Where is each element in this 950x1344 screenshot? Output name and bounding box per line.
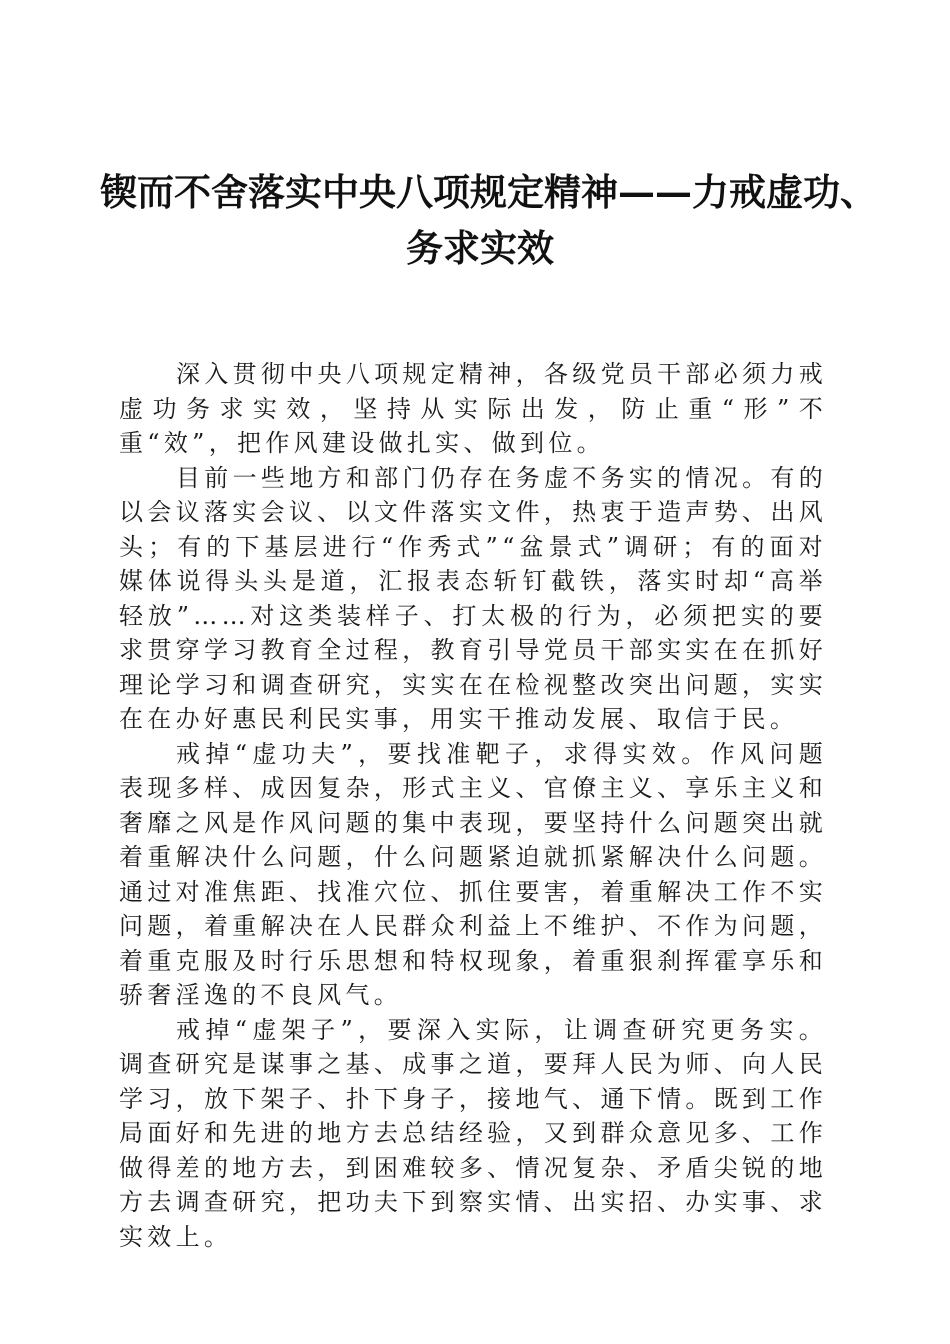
title-line-2: 务求实效 bbox=[406, 226, 554, 270]
paragraph-2: 目前一些地方和部门仍存在务虚不务实的情况。有的以会议落实会议、以文件落实文件，热衷于造声势、出风头；有的下基层进行“作秀式”“盆景式”调研；有的面对媒体说得头头是道，汇报表态斩钉截铁，落实时却“高举轻放”……对这类装样子、打太极的行为，必须把实的要求贯穿学习教育全过程，教育引导党员干部实实在在抓好理论学习和调查研究，实实在在检视整改突出问题，实实在在办好惠民利民实事，用实干推动发展、取信于民。 bbox=[119, 463, 827, 733]
paragraph-4: 戒掉“虚架子”，要深入实际，让调查研究更务实。调查研究是谋事之基、成事之道，要拜人民为师、向人民学习，放下架子、扑下身子，接地气、通下情。既到工作局面好和先进的地方去总结经验，又到群众意见多、工作做得差的地方去，到困难较多、情况复杂、矛盾尖锐的地方去调查研究，把功夫下到察实情、出实招、办实事、求实效上。 bbox=[119, 1015, 827, 1251]
document-body bbox=[119, 357, 827, 1254]
document-title bbox=[100, 164, 877, 276]
paragraph-1: 深入贯彻中央八项规定精神，各级党员干部必须力戒虚功务求实效，坚持从实际出发，防止重“形”不重“效”，把作风建设做扎实、做到位。 bbox=[119, 360, 827, 457]
title-line-1: 锲而不舍落实中央八项规定精神——力戒虚功、 bbox=[100, 170, 877, 214]
paragraph-3: 戒掉“虚功夫”，要找准靶子，求得实效。作风问题表现多样、成因复杂，形式主义、官僚主义、享乐主义和奢靡之风是作风问题的集中表现，要坚持什么问题突出就着重解决什么问题，什么问题紧迫就抓紧解决什么问题。通过对准焦距、找准穴位、抓住要害，着重解决工作不实问题，着重解决在人民群众利益上不维护、不作为问题，着重克服及时行乐思想和特权现象，着重狠刹挥霍享乐和骄奢淫逸的不良风气。 bbox=[119, 739, 827, 1009]
